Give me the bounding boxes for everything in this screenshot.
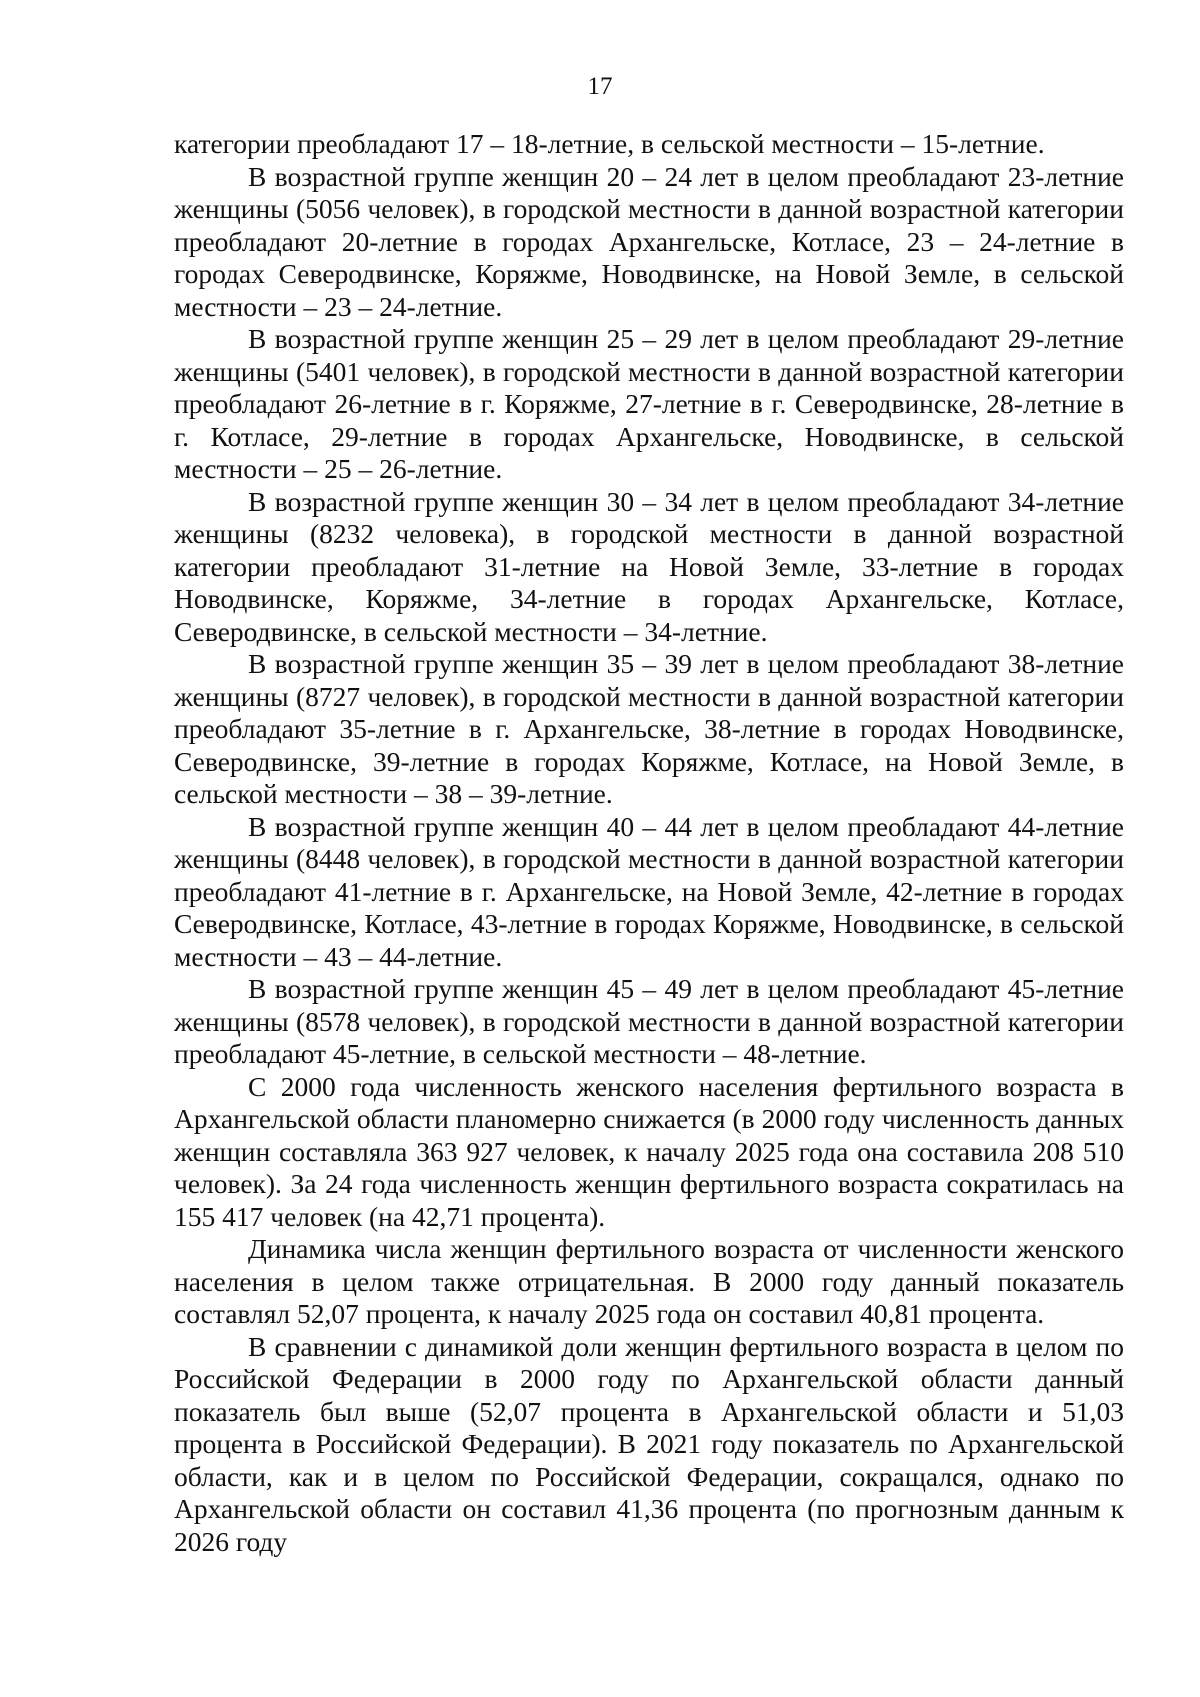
paragraph-age-30-34: В возрастной группе женщин 30 – 34 лет в целом преобладают 34-летние женщины (8232 человека), в городской местности в данной возрастной категории преобладают 31-летние на Новой Земле, 33-летние в городах Новодвинске, Коряжме, 34-летние в городах Архангельске, Котласе, Северодвинске, в сельской местности – 34-летние.	[174, 485, 1124, 647]
body-text	[174, 128, 1124, 1558]
paragraph-population-decline: С 2000 года численность женского населения фертильного возраста в Архангельской области планомерно снижается (в 2000 году численность данных женщин составляла 363 927 человек, к началу 2025 года она составила 208 510 человек). За 24 года численность женщин фертильного возраста сократилась на 155 417 человек (на 42,71 процента).	[174, 1070, 1124, 1232]
page-number: 17	[587, 73, 613, 100]
paragraph-russia-comparison: В сравнении с динамикой доли женщин фертильного возраста в целом по Российской Федерации в 2000 году по Архангельской области данный показатель был выше (52,07 процента в Архангельской области и 51,03 процента в Российской Федерации). В 2021 году показатель по Архангельской области, как и в целом по Российской Федерации, сокращался, однако по Архангельской области он составил 41,36 процента (по прогнозным данным к 2026 году	[174, 1330, 1124, 1557]
paragraph-age-35-39: В возрастной группе женщин 35 – 39 лет в целом преобладают 38-летние женщины (8727 человек), в городской местности в данной возрастной категории преобладают 35-летние в г. Архангельске, 38-летние в городах Новодвинске, Северодвинске, 39-летние в городах Коряжме, Котласе, на Новой Земле, в сельской местности – 38 – 39-летние.	[174, 648, 1124, 809]
paragraph-share-dynamics: Динамика числа женщин фертильного возраста от численности женского населения в целом также отрицательная. В 2000 году данный показатель составлял 52,07 процента, к началу 2025 года он составил 40,81 процента.	[174, 1233, 1124, 1329]
paragraph-continuation: категории преобладают 17 – 18-летние, в сельской местности – 15-летние.	[174, 128, 1045, 159]
paragraph-age-45-49: В возрастной группе женщин 45 – 49 лет в целом преобладают 45-летние женщины (8578 человек), в городской местности в данной возрастной категории преобладают 45-летние, в сельской местности – 48-летние.	[174, 973, 1124, 1069]
paragraph-age-20-24: В возрастной группе женщин 20 – 24 лет в целом преобладают 23-летние женщины (5056 человек), в городской местности в данной возрастной категории преобладают 20-летние в городах Архангельске, Котласе, 23 – 24-летние в городах Северодвинске, Коряжме, Новодвинске, на Новой Земле, в сельской местности – 23 – 24-летние.	[174, 160, 1124, 322]
paragraph-age-40-44: В возрастной группе женщин 40 – 44 лет в целом преобладают 44-летние женщины (8448 человек), в городской местности в данной возрастной категории преобладают 41-летние в г. Архангельске, на Новой Земле, 42-летние в городах Северодвинске, Котласе, 43-летние в городах Коряжме, Новодвинске, в сельской местности – 43 – 44-летние.	[174, 810, 1124, 972]
paragraph-age-25-29: В возрастной группе женщин 25 – 29 лет в целом преобладают 29-летние женщины (5401 человек), в городской местности в данной возрастной категории преобладают 26-летние в г. Коряжме, 27-летние в г. Северодвинске, 28-летние в г. Котласе, 29-летние в городах Архангельске, Новодвинске, в сельской местности – 25 – 26-летние.	[174, 323, 1124, 484]
